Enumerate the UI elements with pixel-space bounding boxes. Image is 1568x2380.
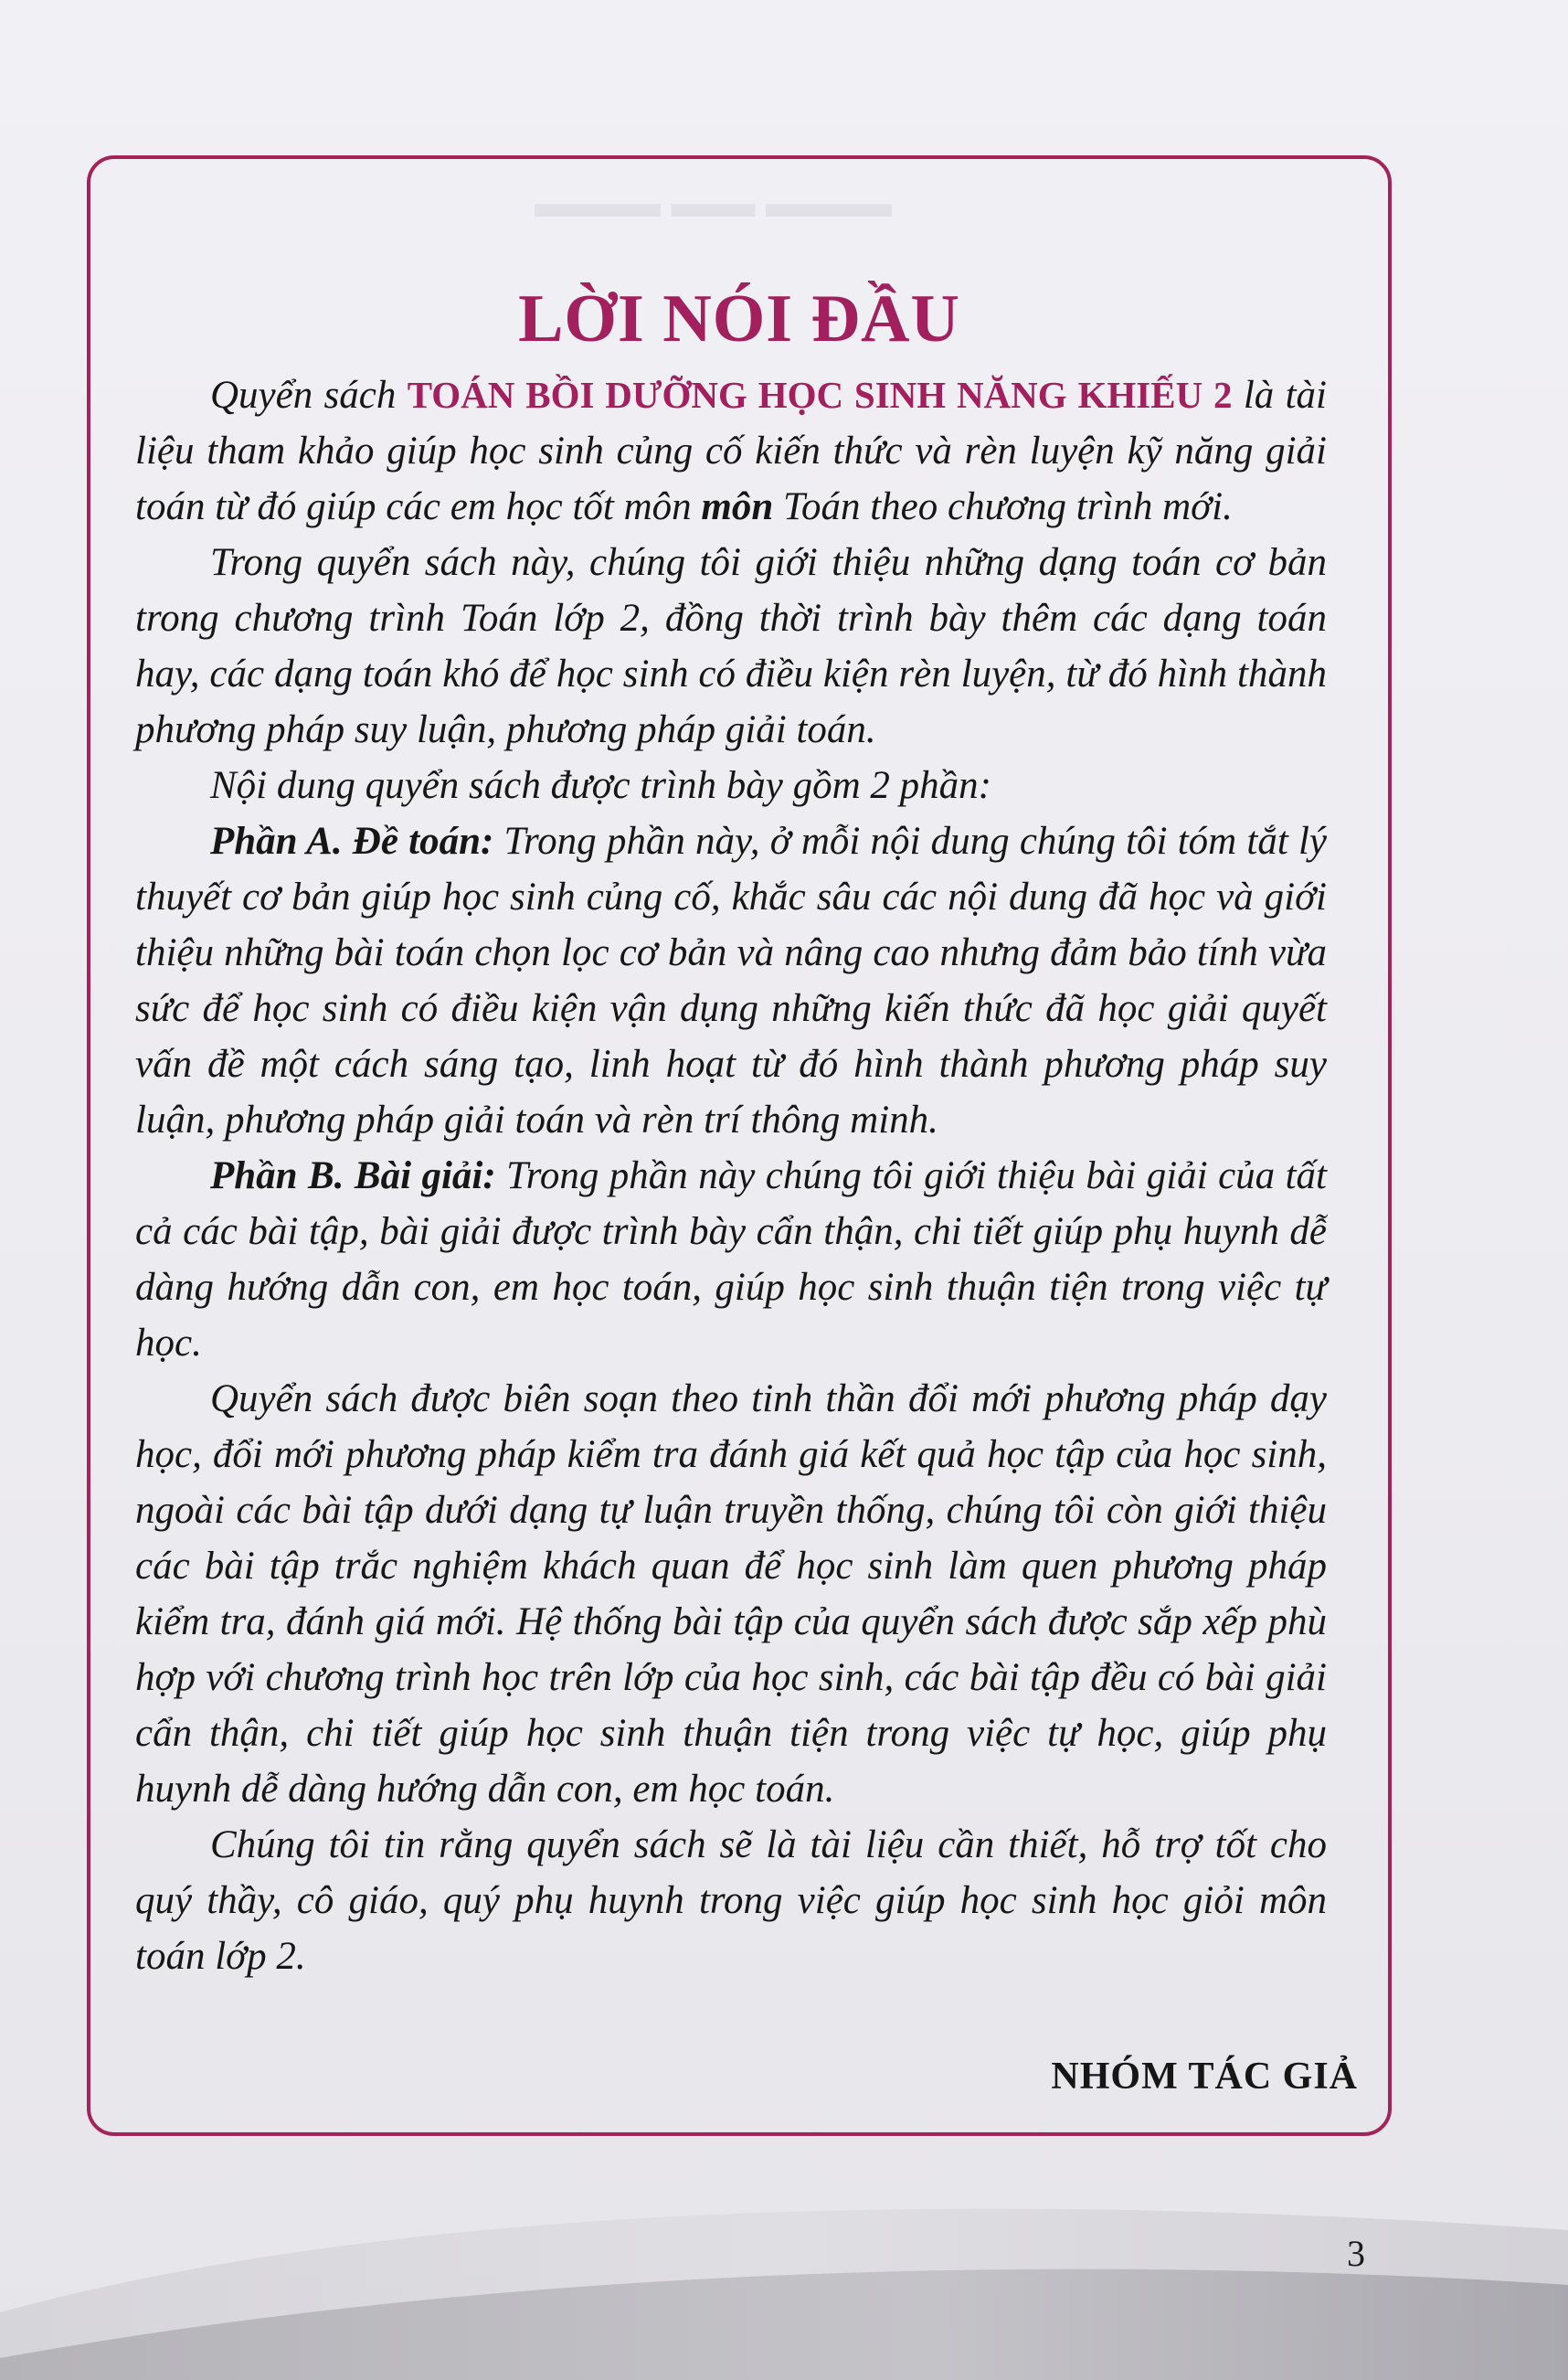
paragraph-methodology: Quyển sách được biên soạn theo tinh thần đổi mới phương pháp dạy học, đổi mới phương pháp kiểm tra đánh giá kết quả học tập của học sinh, ngoài các bài tập dưới dạng tự luận truyền thống, chúng tôi còn giới thiệu các bài tập trắc nghiệm khách quan để học sinh làm quen phương pháp kiểm tra, đánh giá mới. Hệ thống bài tập của quyển sách được sắp xếp phù hợp với chương trình học trên lớp của học sinh, các bài tập đều có bài giải cẩn thận, chi tiết giúp học sinh thuận tiện trong việc tự học, giúp phụ huynh dễ dàng hướng dẫn con, em học toán. — [135, 1377, 1327, 1811]
part-a-label: Phần A. Đề toán: — [210, 820, 494, 863]
part-b-text: Trong phần này chúng tôi giới thiệu bài giải của tất cả các bài tập, bài giải được trình bày cẩn thận, chi tiết giúp phụ huynh dễ dàng hướng dẫn con, em học toán, giúp học sinh thuận tiện trong việc tự học. — [135, 1154, 1327, 1365]
paragraph-intro-tail: Toán theo chương trình mới. — [773, 485, 1233, 528]
bottom-swoosh-decoration — [0, 2175, 1568, 2380]
paragraph-structure: Nội dung quyển sách được trình bày gồm 2 phần: — [210, 764, 991, 807]
paragraph-closing: Chúng tôi tin rằng quyển sách sẽ là tài liệu cần thiết, hỗ trợ tốt cho quý thầy, cô giáo, quý phụ huynh trong việc giúp học sinh học giỏi môn toán lớp 2. — [135, 1823, 1327, 1978]
page-number: 3 — [1347, 2233, 1365, 2274]
part-a-text: Trong phần này, ở mỗi nội dung chúng tôi tóm tắt lý thuyết cơ bản giúp học sinh củng cố, khắc sâu các nội dung đã học và giới thiệu những bài toán chọn lọc cơ bản và nâng cao nhưng đảm bảo tính vừa sức để học sinh có điều kiện vận dụng những kiến thức đã học giải quyết vấn đề một cách sáng tạo, linh hoạt từ đó hình thành phương pháp suy luận, phương pháp giải toán và rèn trí thông minh. — [135, 820, 1327, 1142]
paragraph-content-overview: Trong quyển sách này, chúng tôi giới thiệu những dạng toán cơ bản trong chương trình Toán lớp 2, đồng thời trình bày thêm các dạng toán hay, các dạng toán khó để học sinh có điều kiện rèn luyện, từ đó hình thành phương pháp suy luận, phương pháp giải toán. — [135, 541, 1327, 751]
paragraph-intro-middle: là tài liệu tham khảo giúp học sinh củng cố kiến thức và rèn luyện kỹ năng giải toán từ đó giúp các em học tốt môn — [135, 374, 1327, 528]
author-signature: NHÓM TÁC GIẢ — [1051, 2056, 1358, 2098]
page-title: LỜI NÓI ĐẦU — [518, 281, 960, 356]
show-through-decoration: ▬▬▬ ▬▬ ▬▬▬ — [535, 179, 892, 226]
paragraph-part-a — [135, 813, 1327, 1148]
paragraph-intro — [135, 367, 1327, 535]
book-name: TOÁN BỒI DƯỠNG HỌC SINH NĂNG KHIẾU 2 — [407, 374, 1233, 416]
preface-body — [135, 367, 1327, 1984]
paragraph-part-b — [135, 1148, 1327, 1371]
paragraph-intro-bold-word: môn — [701, 485, 774, 528]
paragraph-intro-lead: Quyển sách — [210, 374, 408, 417]
part-b-label: Phần B. Bài giải: — [210, 1154, 496, 1197]
